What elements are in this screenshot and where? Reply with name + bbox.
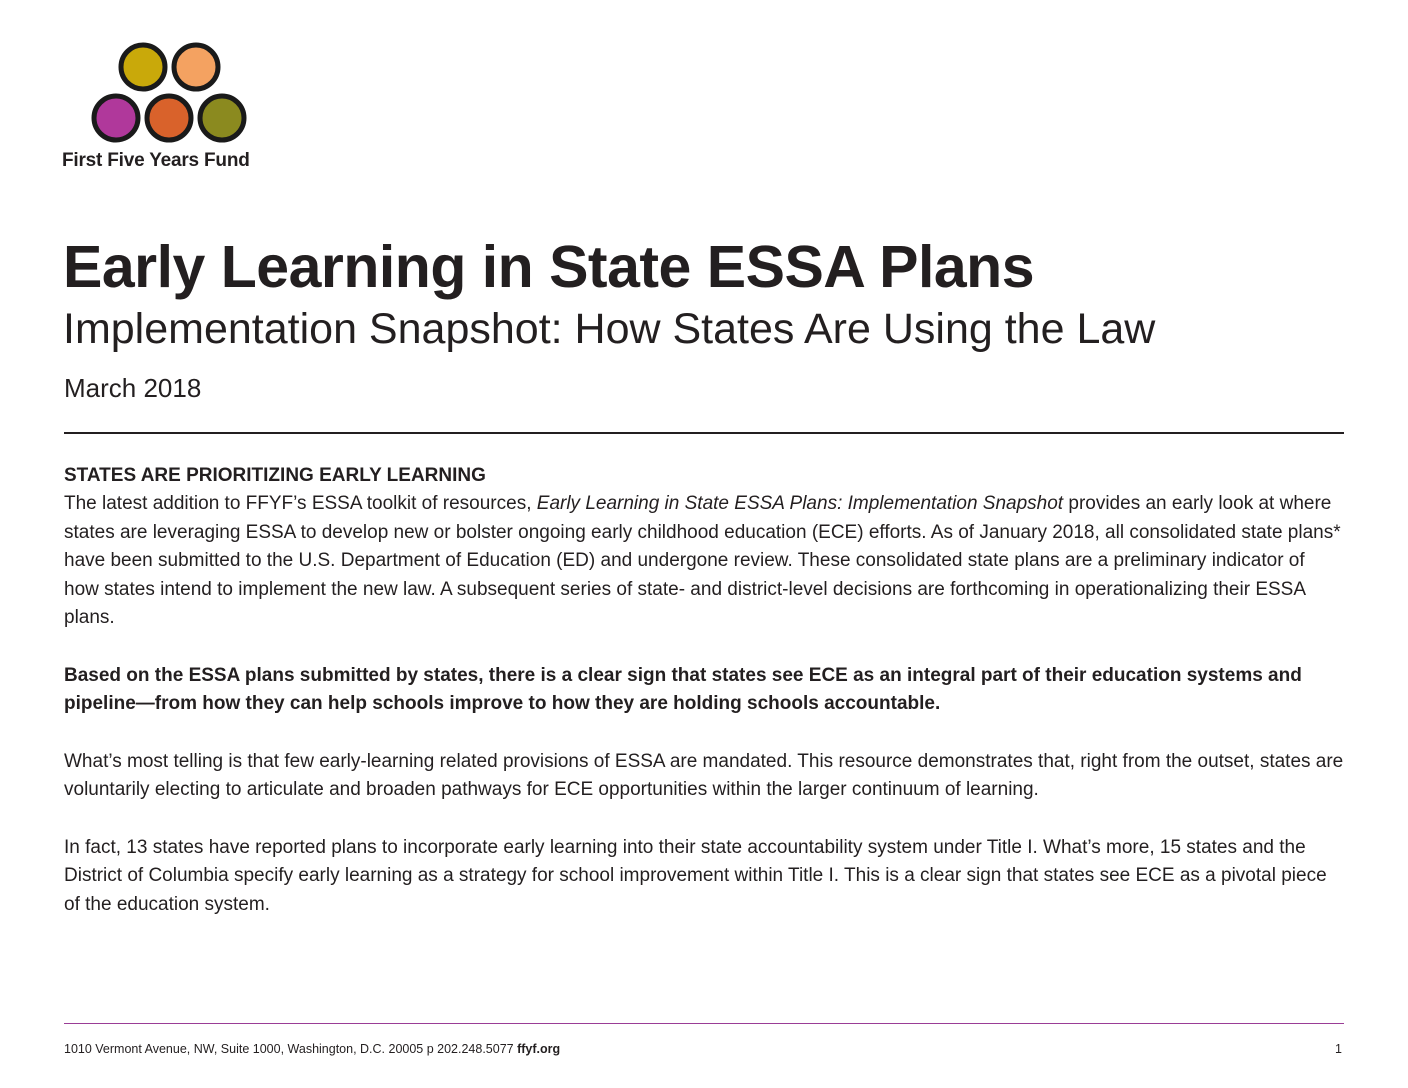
header-divider: [64, 432, 1344, 434]
main-content: [64, 462, 1344, 948]
section-heading: STATES ARE PRIORITIZING EARLY LEARNING: [64, 465, 486, 486]
footer-address: [64, 1042, 560, 1056]
resource-title-italic: Early Learning in State ESSA Plans: Implementation Snapshot: [536, 493, 1064, 514]
intro-text-start: The latest addition to FFYF’s ESSA toolkit of resources,: [64, 493, 537, 514]
page-number: 1: [1335, 1042, 1342, 1056]
intro-text-end: provides an early look at where states are leveraging ESSA to develop new or bolster ongoing early childhood education (ECE) efforts. As of January 2018, all consolidated state plans* have been submitted to the U.S. Department of Education (ED) and undergone review. These consolidated state plans are a preliminary indicator of how states intend to implement the new law. A subsequent series of state- and district-level decisions are forthcoming in operationalizing their ESSA plans.: [64, 493, 1341, 628]
footer-divider: [64, 1023, 1344, 1024]
footer-address-text: 1010 Vermont Avenue, NW, Suite 1000, Washington, D.C. 20005 p 202.248.5077: [64, 1042, 518, 1056]
logo-circles-icon: [88, 40, 288, 148]
page-subtitle: Implementation Snapshot: How States Are Using the Law: [63, 305, 1156, 353]
key-finding-paragraph: Based on the ESSA plans submitted by states, there is a clear sign that states see ECE as an integral part of their education systems and pipeline—from how they can help schools improve to how they are holding schools accountable.: [64, 664, 1302, 714]
ffyf-logo: [62, 40, 302, 180]
page-title: Early Learning in State ESSA Plans: [63, 234, 1035, 300]
intro-paragraph: [64, 490, 1344, 633]
publication-date: March 2018: [64, 373, 202, 403]
facts-paragraph: In fact, 13 states have reported plans to incorporate early learning into their state accountability system under Title I. What’s more, 15 states and the District of Columbia specify early learning as a strategy for school improvement within Title I. This is a clear sign that states see ECE as a pivotal piece of the education system.: [64, 836, 1327, 915]
footer-website: ffyf.org: [517, 1042, 561, 1056]
logo-wordmark: First Five Years Fund: [62, 150, 250, 171]
telling-paragraph: What’s most telling is that few early-learning related provisions of ESSA are mandated. This resource demonstrates that, right from the outset, states are voluntarily electing to articulate and broaden pathways for ECE opportunities within the larger continuum of learning.: [64, 750, 1344, 800]
